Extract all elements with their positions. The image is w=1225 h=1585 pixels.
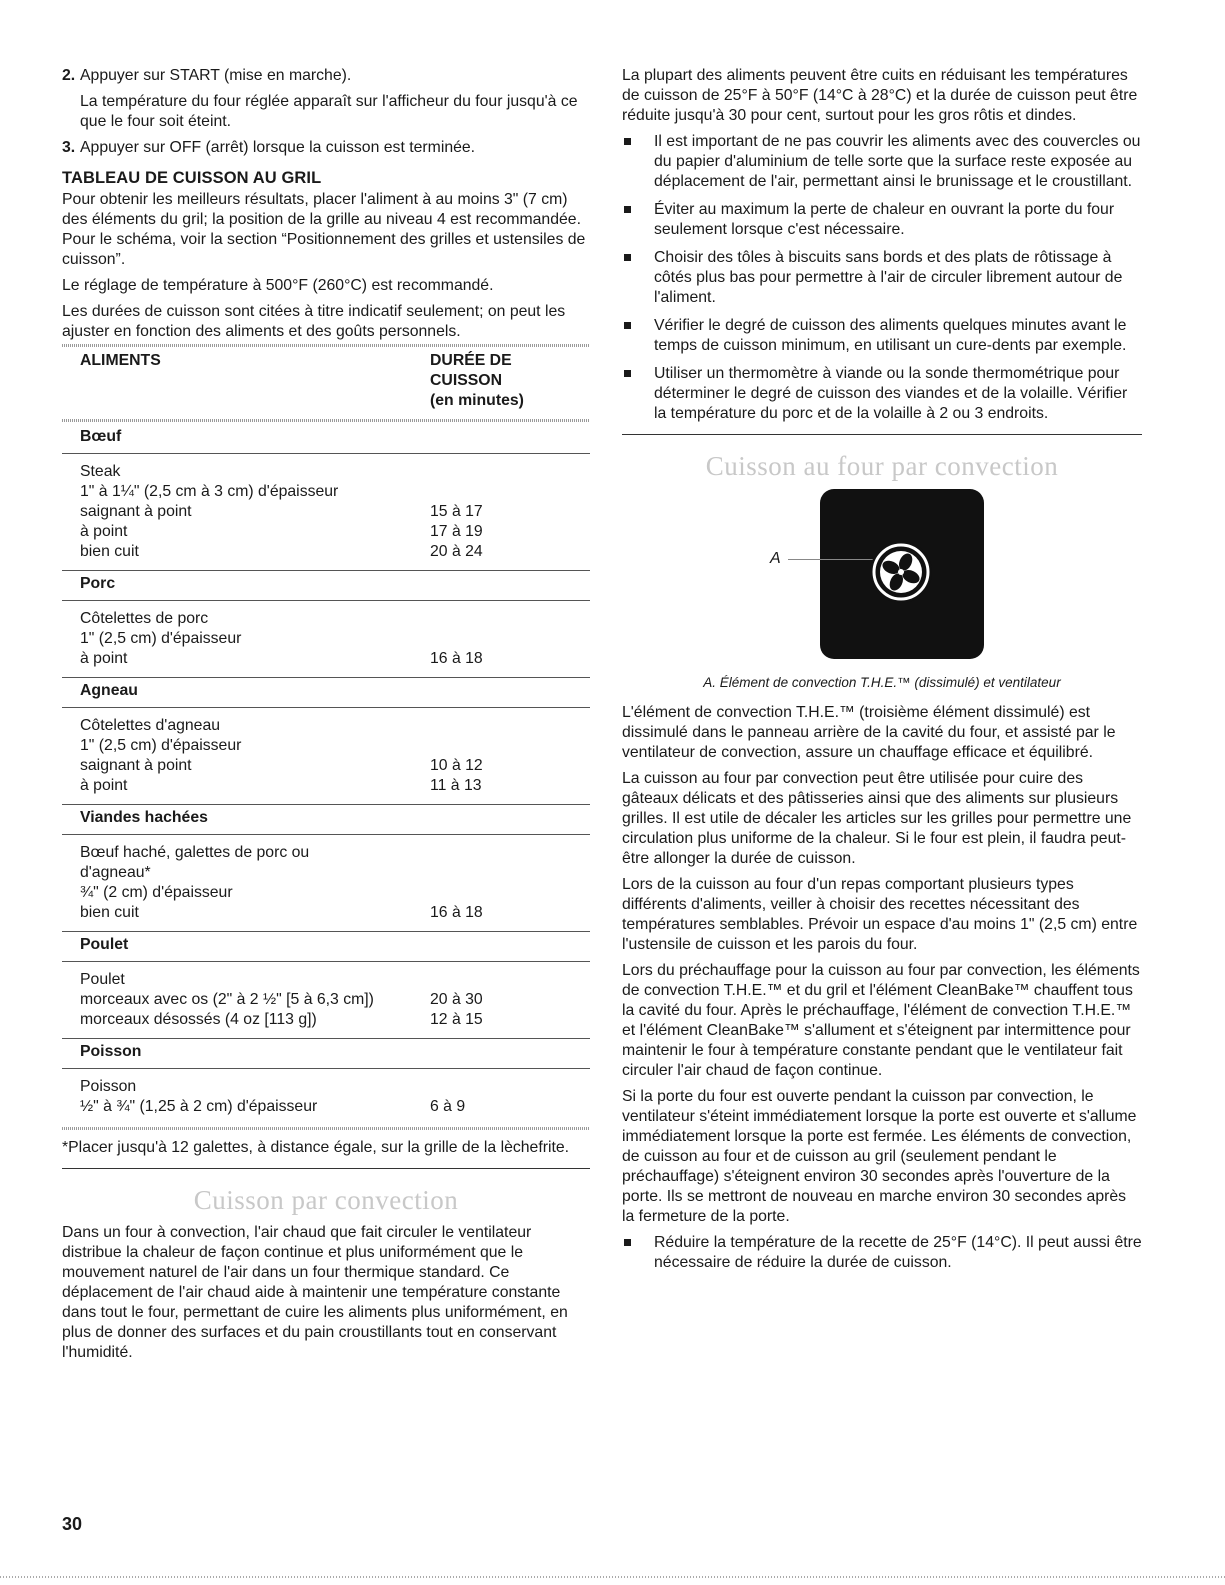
table-body bbox=[62, 424, 590, 1125]
step-subtext: La température du four réglée apparaît sur l'afficheur du four jusqu'à ce que le four soit éteint. bbox=[80, 93, 578, 130]
food-description: Côtelettes d'agneau bbox=[80, 717, 221, 734]
table-row bbox=[80, 736, 590, 756]
header-foods: ALIMENTS bbox=[80, 352, 161, 369]
list-item bbox=[622, 1233, 1142, 1273]
food-description: à point bbox=[80, 777, 128, 794]
cooking-time: 12 à 15 bbox=[430, 1011, 483, 1028]
intro-paragraph: La plupart des aliments peuvent être cuits en réduisant les températures de cuisson de 25°F à 50°F (14°C à 28°C) et la durée de cuisson peut être réduite jusqu'à 30 pour cent, surtout pour les gros rôtis et dindes. bbox=[622, 67, 1138, 124]
table-section bbox=[62, 1039, 590, 1125]
table-section bbox=[62, 932, 590, 1039]
oven-diagram bbox=[622, 489, 1142, 665]
list-item-text: Choisir des tôles à biscuits sans bords et des plats de rôtissage à côtés plus bas pour permettre à l'air de circuler librement autour de l'aliment. bbox=[654, 249, 1123, 306]
step-number: 3. bbox=[62, 139, 76, 156]
category-heading: Viandes hachées bbox=[62, 805, 590, 835]
step-3 bbox=[62, 138, 590, 158]
body-paragraph: La cuisson au four par convection peut être utilisée pour cuire des gâteaux délicats et des pâtisseries ainsi que des aliments sur plusieurs grilles. Il est utile de décaler les articles sur les grilles pour permettre une circulation plus uniforme de la chaleur. Si le four est plein, il faudra peut-être allonger la durée de cuisson. bbox=[622, 770, 1132, 867]
broil-paragraph: Les durées de cuisson sont citées à titre indicatif seulement; on peut les ajuster en fonction des aliments et des goûts personnels. bbox=[62, 303, 566, 340]
food-description: ¾" (2 cm) d'épaisseur bbox=[80, 884, 233, 901]
table-row bbox=[80, 609, 590, 629]
table-top-rule bbox=[62, 344, 590, 347]
table-row bbox=[80, 1077, 590, 1097]
category-heading: Poisson bbox=[62, 1039, 590, 1069]
header-duration bbox=[430, 351, 524, 411]
bullet-icon bbox=[624, 322, 631, 329]
list-item-text: Utiliser un thermomètre à viande ou la sonde thermométrique pour déterminer le degré de cuisson des viandes et de la volaille. Vérifier la température du porc et de la volaille à 2 ou 3 endroits. bbox=[654, 365, 1128, 422]
convection-section-title: Cuisson par convection bbox=[193, 1185, 459, 1215]
header-duration-line: (en minutes) bbox=[430, 392, 524, 409]
cooking-time: 20 à 30 bbox=[430, 991, 483, 1008]
category-heading: Poulet bbox=[62, 932, 590, 962]
callout-label: A bbox=[770, 550, 781, 567]
food-description: morceaux avec os (2" à 2 ½" [5 à 6,3 cm]) bbox=[80, 991, 374, 1008]
list-item-text: Réduire la température de la recette de 25°F (14°C). Il peut aussi être nécessaire de réduire la durée de cuisson. bbox=[654, 1234, 1142, 1271]
convection-bake-title: Cuisson au four par convection bbox=[705, 451, 1059, 481]
table-row bbox=[80, 542, 590, 562]
table-section bbox=[62, 571, 590, 678]
table-row bbox=[80, 1097, 590, 1117]
category-entries bbox=[62, 835, 590, 932]
cooking-time: 16 à 18 bbox=[430, 650, 483, 667]
list-item-text: Il est important de ne pas couvrir les aliments avec des couvercles ou du papier d'aluminium de telle sorte que la surface reste exposée au déplacement de l'air, permettant ainsi le brunissage et le croustillant. bbox=[654, 133, 1141, 190]
broil-paragraph: Le réglage de température à 500°F (260°C) est recommandé. bbox=[62, 277, 494, 294]
table-row bbox=[80, 629, 590, 649]
table-bottom-rule bbox=[62, 1127, 590, 1130]
body-paragraph: Lors de la cuisson au four d'un repas comportant plusieurs types différents d'aliments, veiller à choisir des recettes nécessitant des températures semblables. Prévoir un espace d'au moins 1" (2,5 cm) entre l'ustensile de cuisson et les parois du four. bbox=[622, 876, 1138, 953]
food-description: Steak bbox=[80, 463, 121, 480]
category-heading: Porc bbox=[62, 571, 590, 601]
list-item-text: Vérifier le degré de cuisson des aliments quelques minutes avant le temps de cuisson minimum, en utilisant un cure-dents par exemple. bbox=[654, 317, 1127, 354]
broil-table bbox=[62, 344, 590, 1130]
body-paragraph: Si la porte du four est ouverte pendant la cuisson par convection, le ventilateur s'éteint immédiatement lorsque la porte est ouverte et s'allume immédiatement lorsque la porte est fermée. Les éléments de convection, de cuisson au four et de cuisson au gril (seulement pendant le préchauffage) s'éteignent environ 30 secondes après l'ouverture de la porte. Ils se mettront de nouveau en marche environ 30 secondes après la fermeture de la porte. bbox=[622, 1088, 1137, 1225]
food-description: Côtelettes de porc bbox=[80, 610, 209, 627]
food-description: bien cuit bbox=[80, 904, 139, 921]
food-description: d'agneau* bbox=[80, 864, 151, 881]
food-description: 1" à 1¼" (2,5 cm à 3 cm) d'épaisseur bbox=[80, 483, 339, 500]
cooking-time: 15 à 17 bbox=[430, 503, 483, 520]
food-description: Poulet bbox=[80, 971, 125, 988]
list-item bbox=[622, 200, 1142, 240]
bullet-icon bbox=[624, 206, 631, 213]
table-row bbox=[80, 776, 590, 796]
step-text: Appuyer sur START (mise en marche). bbox=[80, 67, 352, 84]
table-row bbox=[80, 462, 590, 482]
table-section bbox=[62, 678, 590, 805]
food-description: 1" (2,5 cm) d'épaisseur bbox=[80, 630, 242, 647]
table-footnote: *Placer jusqu'à 12 galettes, à distance égale, sur la grille de la lèchefrite. bbox=[62, 1132, 590, 1169]
broil-paragraph: Pour obtenir les meilleurs résultats, placer l'aliment à au moins 3" (7 cm) des éléments du gril; la position de la grille au niveau 4 est recommandée. Pour le schéma, voir la section “Positionnement des grilles et ustensiles de cuisson”. bbox=[62, 191, 586, 268]
table-row bbox=[80, 482, 590, 502]
bullet-icon bbox=[624, 254, 631, 261]
header-duration-line: CUISSON bbox=[430, 372, 502, 389]
food-description: Poisson bbox=[80, 1078, 137, 1095]
step-2 bbox=[62, 66, 590, 132]
food-description: saignant à point bbox=[80, 757, 192, 774]
table-row bbox=[80, 522, 590, 542]
list-item bbox=[622, 248, 1142, 308]
food-description: bien cuit bbox=[80, 543, 139, 560]
cooking-time: 11 à 13 bbox=[430, 777, 482, 794]
broil-chart-title: TABLEAU DE CUISSON AU GRIL bbox=[62, 169, 322, 187]
list-item bbox=[622, 364, 1142, 424]
bullet-icon bbox=[624, 370, 631, 377]
table-row bbox=[80, 903, 590, 923]
table-header bbox=[62, 349, 590, 417]
right-column bbox=[622, 66, 1142, 1281]
table-section bbox=[62, 805, 590, 932]
bullet-icon bbox=[624, 138, 631, 145]
list-item-text: Éviter au maximum la perte de chaleur en ouvrant la porte du four seulement lorsque c'est nécessaire. bbox=[654, 201, 1115, 238]
table-row bbox=[80, 649, 590, 669]
category-entries bbox=[62, 708, 590, 805]
food-description: saignant à point bbox=[80, 503, 192, 520]
food-description: à point bbox=[80, 523, 128, 540]
cooking-time: 6 à 9 bbox=[430, 1098, 466, 1115]
table-row bbox=[80, 970, 590, 990]
food-description: ½" à ¾" (1,25 à 2 cm) d'épaisseur bbox=[80, 1098, 318, 1115]
food-description: Bœuf haché, galettes de porc ou bbox=[80, 844, 310, 861]
category-entries bbox=[62, 601, 590, 678]
figure-caption: A. Élément de convection T.H.E.™ (dissimulé) et ventilateur bbox=[703, 675, 1061, 690]
food-description: 1" (2,5 cm) d'épaisseur bbox=[80, 737, 242, 754]
category-heading: Bœuf bbox=[62, 424, 590, 454]
bottom-rule bbox=[0, 1576, 1225, 1578]
step-text: Appuyer sur OFF (arrêt) lorsque la cuisson est terminée. bbox=[80, 139, 476, 156]
step-number: 2. bbox=[62, 67, 76, 84]
category-entries bbox=[62, 454, 590, 571]
left-column bbox=[62, 66, 590, 1369]
category-entries bbox=[62, 1069, 590, 1125]
food-description: à point bbox=[80, 650, 128, 667]
table-header-rule bbox=[62, 419, 590, 422]
cooking-time: 20 à 24 bbox=[430, 543, 483, 560]
list-item bbox=[622, 132, 1142, 192]
header-duration-line: DURÉE DE bbox=[430, 352, 512, 369]
section-divider bbox=[622, 434, 1142, 435]
table-row bbox=[80, 756, 590, 776]
bullet-icon bbox=[624, 1239, 631, 1246]
body-paragraph: L'élément de convection T.H.E.™ (troisième élément dissimulé) est dissimulé dans le panneau arrière de la cavité du four, et assisté par le ventilateur de convection, assure un chauffage efficace et équilibré. bbox=[622, 704, 1116, 761]
table-row bbox=[80, 716, 590, 736]
body-paragraph: Lors du préchauffage pour la cuisson au four par convection, les éléments de convection T.H.E.™ et du gril et l'élément CleanBake™ chauffent tous la cavité du four. Après le préchauffage, l'élément de convection T.H.E.™ et l'élément CleanBake™ s'allument et s'éteignent par intermittence pour maintenir le four à température constante pendant que le ventilateur fait circuler l'air chaud de façon continue. bbox=[622, 962, 1140, 1079]
cooking-time: 16 à 18 bbox=[430, 904, 483, 921]
list-item bbox=[622, 316, 1142, 356]
cooking-time: 10 à 12 bbox=[430, 757, 483, 774]
table-row bbox=[80, 843, 590, 863]
table-row bbox=[80, 990, 590, 1010]
category-heading: Agneau bbox=[62, 678, 590, 708]
page-number: 30 bbox=[62, 1514, 83, 1534]
table-row bbox=[80, 1010, 590, 1030]
fan-icon bbox=[870, 541, 932, 603]
cooking-time: 17 à 19 bbox=[430, 523, 483, 540]
table-row bbox=[80, 863, 590, 883]
category-entries bbox=[62, 962, 590, 1039]
table-row bbox=[80, 883, 590, 903]
convection-paragraph: Dans un four à convection, l'air chaud que fait circuler le ventilateur distribue la chaleur de façon continue et plus uniformément que le mouvement naturel de l'air dans un four thermique standard. Ce déplacement de l'air chaud aide à maintenir une température constante dans tout le four, permettant de cuire les aliments plus uniformément, en plus de donner des surfaces et du pain croustillants tout en conservant l'humidité. bbox=[62, 1224, 568, 1361]
food-description: morceaux désossés (4 oz [113 g]) bbox=[80, 1011, 317, 1028]
tips-list bbox=[622, 132, 1142, 424]
table-row bbox=[80, 502, 590, 522]
table-section bbox=[62, 424, 590, 571]
